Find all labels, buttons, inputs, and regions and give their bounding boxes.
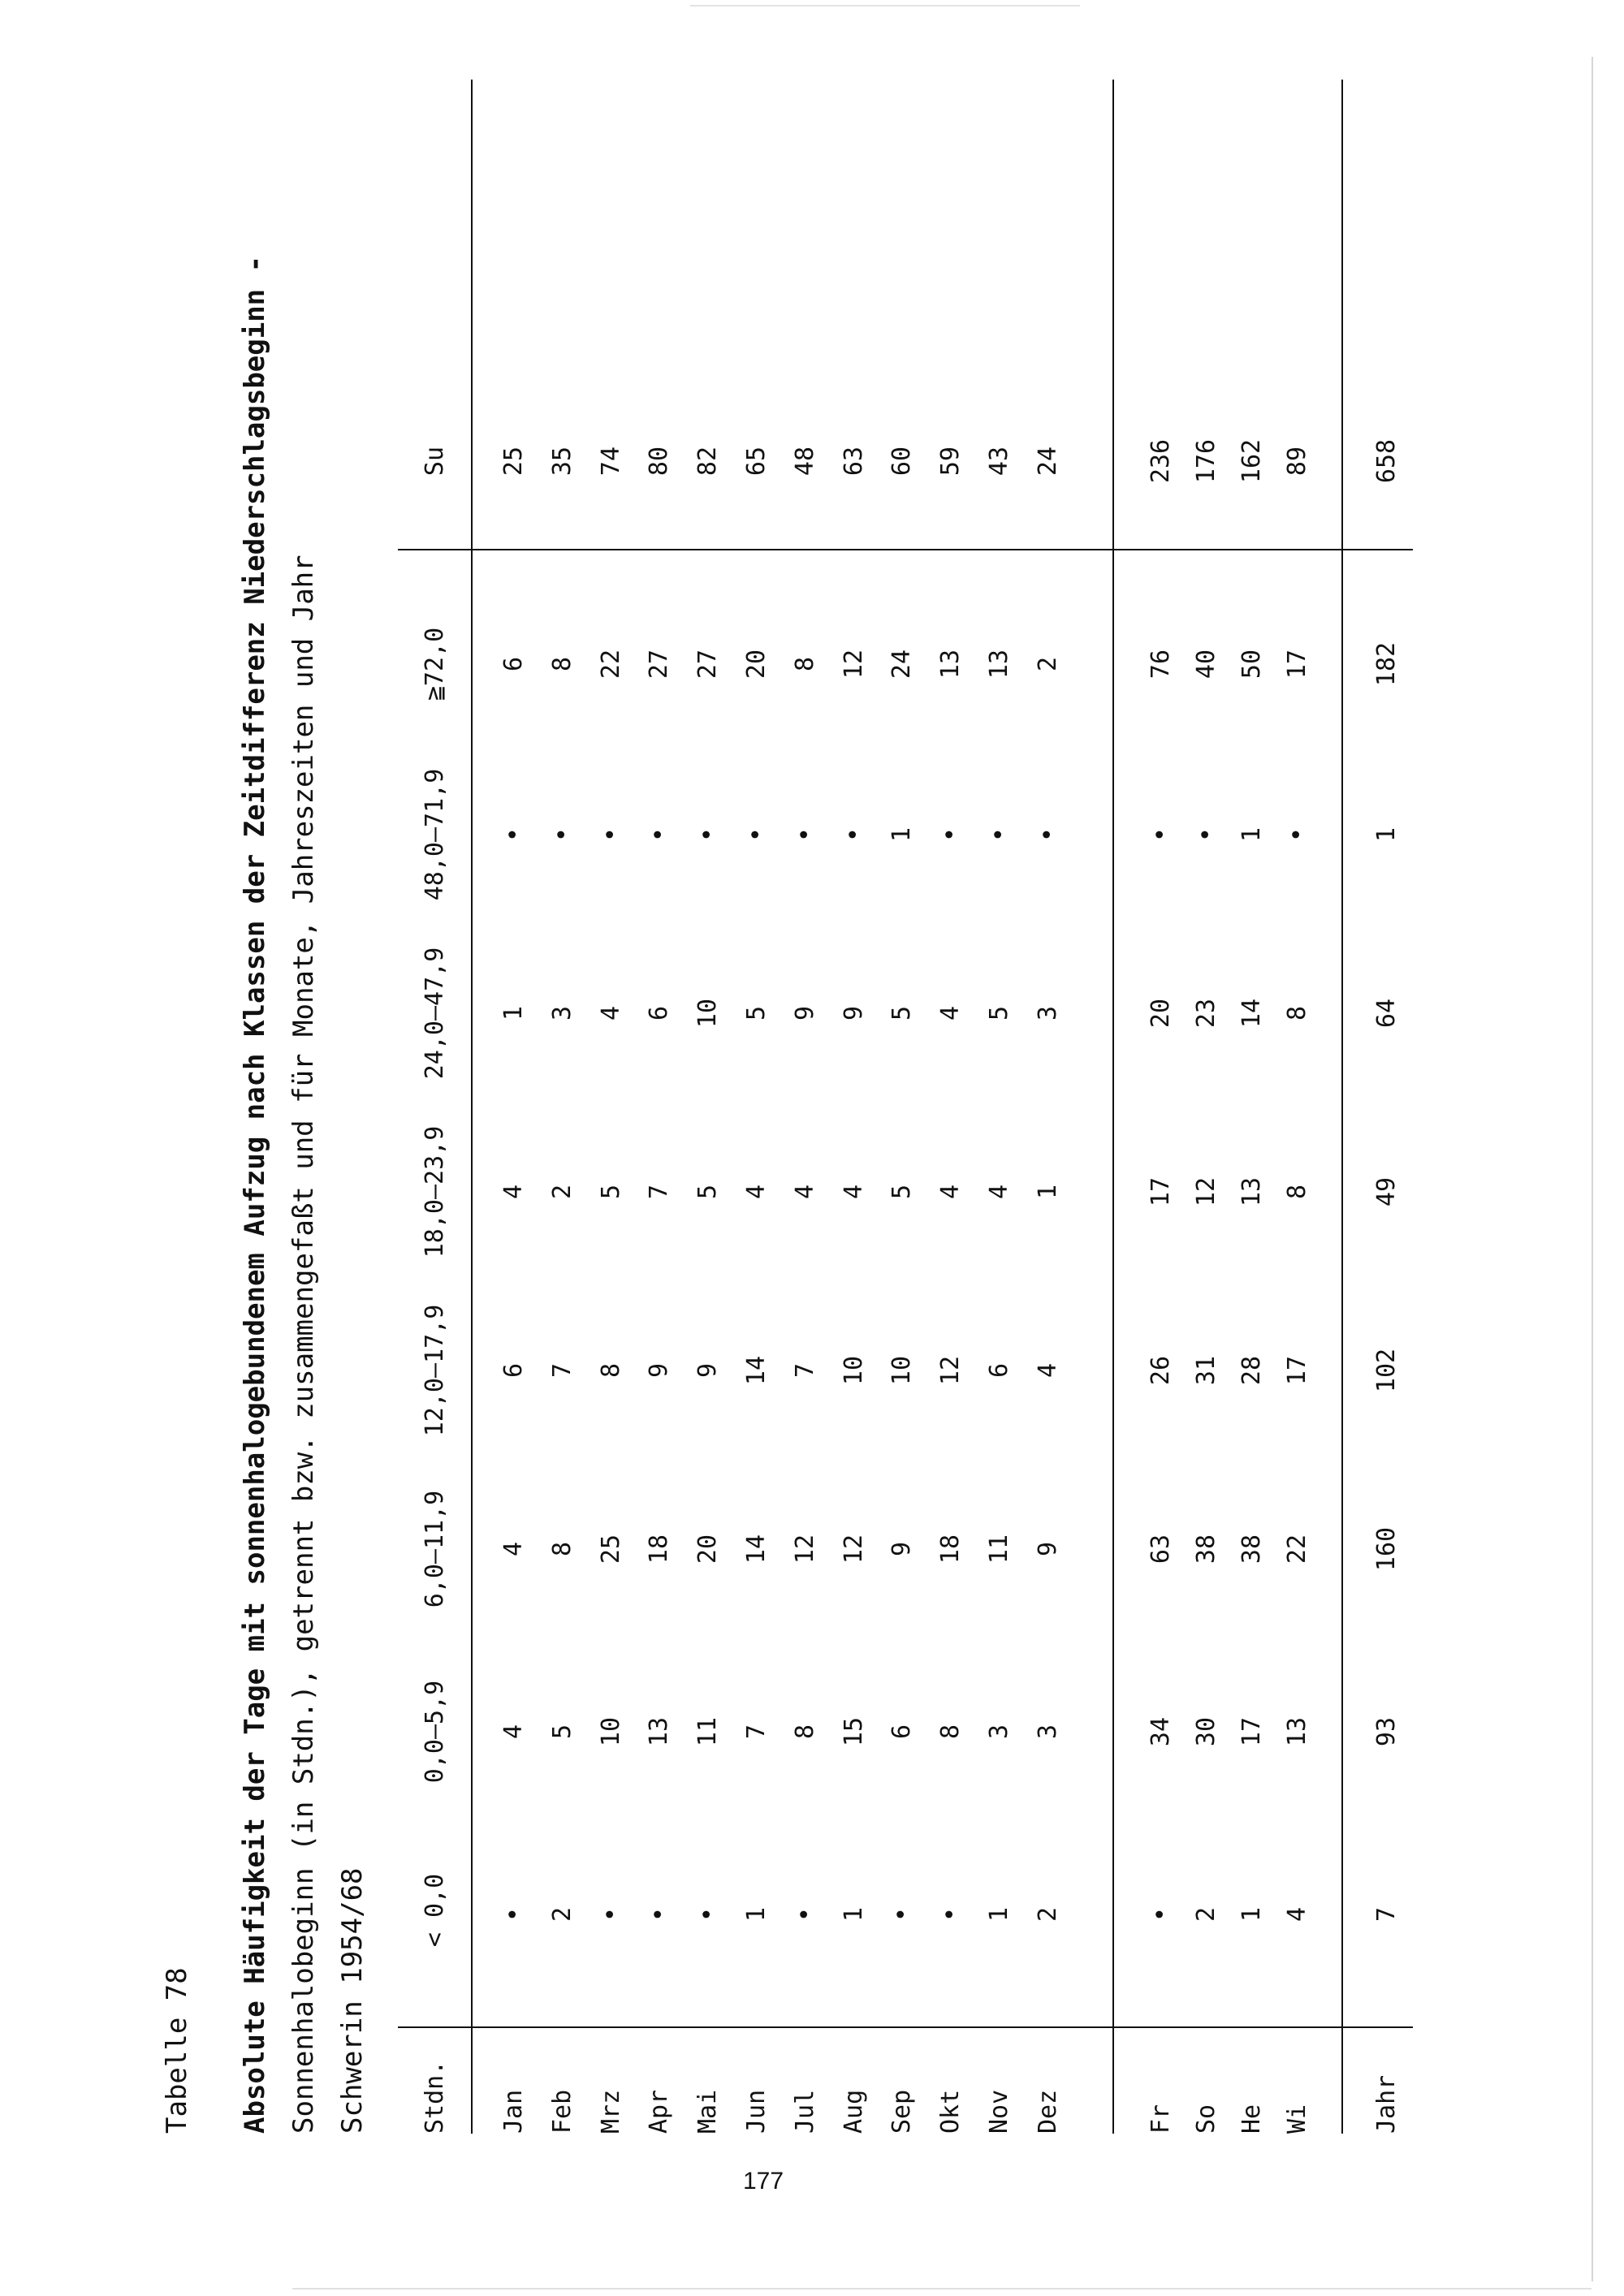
month-row-cell: 5 [888,1184,917,1200]
month-row-cell: 1 [888,826,917,843]
month-row-cell: 7 [790,1362,819,1379]
season-row-cell: 63 [1147,1534,1175,1564]
year-row-cell: 7 [1372,1906,1401,1923]
month-row-cell: 60 [888,446,917,477]
month-row-cell: 13 [985,649,1013,680]
month-row-cell: • [888,1906,917,1923]
season-row-cell: • [1283,826,1311,843]
header-ge-72: ≧72,0 [421,627,449,701]
month-row-cell: 1 [985,1906,1013,1923]
month-row-cell: 2 [547,1906,577,1923]
header-12-17: 12,0–17,9 [421,1304,449,1437]
month-row-cell: 7 [547,1362,577,1379]
month-row-cell: 20 [693,1534,723,1564]
season-row-cell: • [1192,826,1220,843]
month-row-cell: 4 [985,1184,1013,1200]
month-row-cell: 9 [645,1362,674,1379]
month-row-cell: 14 [742,1534,771,1564]
month-row-cell: 4 [742,1184,771,1200]
month-row-cell: 12 [790,1534,819,1564]
season-row-cell: 14 [1237,998,1266,1029]
month-row-cell: • [547,826,577,843]
page-number: 177 [743,2168,784,2195]
month-row-cell: 82 [693,446,723,477]
month-row-cell: • [693,1906,723,1923]
month-row-cell: • [936,1906,965,1923]
month-row-cell: 1 [742,1906,771,1923]
season-row-cell: 17 [1147,1176,1175,1207]
month-row-label: Sep [888,2089,917,2134]
month-row-cell: 5 [888,1005,917,1021]
month-row-cell: 22 [596,649,625,680]
month-row-cell: • [645,1906,674,1923]
season-row-cell: 17 [1283,1355,1311,1386]
season-row-cell: 34 [1147,1716,1175,1747]
month-row-cell: 7 [742,1724,771,1740]
month-row-cell: • [790,1906,819,1923]
season-row-cell: 8 [1283,1184,1311,1200]
season-row-cell: 4 [1283,1906,1311,1923]
header-lt-0: < 0,0 [421,1873,449,1948]
season-row-label: He [1237,2104,1266,2134]
header-su: Su [421,446,449,477]
season-row-cell: 13 [1237,1176,1266,1207]
caption-line-2: Sonnenhalobeginn (in Stdn.), getrennt bzw. zusammengefaßt und für Monate, Jahreszeiten und Jahr [287,555,320,2134]
month-row-cell: 5 [985,1005,1013,1021]
season-row-cell: 17 [1237,1716,1266,1747]
month-row-cell: 6 [645,1005,674,1021]
month-row-cell: 4 [1033,1362,1062,1379]
month-row-cell: • [645,826,674,843]
month-row-cell: 2 [547,1184,577,1200]
season-row-cell: 12 [1192,1176,1220,1207]
month-row-cell: 12 [936,1355,965,1386]
month-row-label: Jul [790,2089,819,2134]
season-row-cell: 38 [1237,1534,1266,1564]
month-row-cell: 3 [547,1005,577,1021]
year-row-cell: 1 [1372,826,1401,843]
month-row-cell: 4 [499,1184,528,1200]
month-row-cell: • [596,1906,625,1923]
month-row-cell: 24 [1033,446,1062,477]
caption-line-1: Absolute Häufigkeit der Tage mit sonnenhalogebundenem Aufzug nach Klassen der Zeitdifferenz Niederschlagsbeginn - [239,255,271,2134]
header-18-23: 18,0–23,9 [421,1125,449,1258]
season-row-cell: 23 [1192,998,1220,1029]
month-row-cell: 3 [985,1724,1013,1740]
season-row-cell: 76 [1147,649,1175,680]
month-row-cell: 10 [888,1355,917,1386]
month-row-cell: 8 [547,656,577,672]
season-row-cell: 38 [1192,1534,1220,1564]
season-row-cell: 31 [1192,1355,1220,1386]
month-row-label: Apr [645,2089,674,2134]
month-row-cell: 14 [742,1355,771,1386]
month-row-cell: • [936,826,965,843]
month-row-cell: 2 [1033,1906,1062,1923]
header-24-47: 24,0–47,9 [421,947,449,1080]
month-row-cell: 2 [1033,656,1062,672]
month-row-cell: 6 [985,1362,1013,1379]
season-row-cell: 176 [1192,438,1220,484]
su-column-rule [398,549,1413,550]
month-row-label: Mrz [596,2089,625,2134]
month-row-label: Nov [985,2089,1013,2134]
month-row-cell: 20 [742,649,771,680]
month-row-cell: 35 [547,446,577,477]
month-row-cell: 3 [1033,1724,1062,1740]
month-row-cell: 8 [790,1724,819,1740]
season-row-cell: 26 [1147,1355,1175,1386]
year-row-cell: 160 [1372,1526,1401,1572]
month-row-label: Jan [499,2089,528,2134]
season-row-cell: 2 [1192,1906,1220,1923]
year-row-cell: 93 [1372,1716,1401,1747]
header-6-11: 6,0–11,9 [421,1490,449,1608]
month-row-cell: 1 [1033,1184,1062,1200]
header-stdn: Stdn. [421,2060,449,2134]
month-row-cell: 5 [596,1184,625,1200]
season-row-cell: 1 [1237,1906,1266,1923]
month-row-cell: 5 [693,1184,723,1200]
table-number: Tabelle 78 [161,1967,193,2134]
season-row-cell: 236 [1147,438,1175,484]
month-row-cell: • [742,826,771,843]
month-row-cell: 4 [839,1184,868,1200]
month-row-cell: 27 [693,649,723,680]
month-row-cell: 13 [936,649,965,680]
month-row-label: Mai [693,2089,723,2134]
month-row-cell: 18 [936,1534,965,1564]
season-row-cell: 40 [1192,649,1220,680]
season-row-cell: 13 [1283,1716,1311,1747]
header-48-71: 48,0–71,9 [421,768,449,901]
month-row-cell: 63 [839,446,868,477]
month-row-cell: 4 [936,1184,965,1200]
month-row-label: Feb [547,2089,577,2134]
month-row-cell: 3 [1033,1005,1062,1021]
month-row-cell: 10 [839,1355,868,1386]
month-row-cell: 8 [936,1724,965,1740]
month-row-cell: 11 [985,1534,1013,1564]
header-0-5: 0,0–5,9 [421,1680,449,1784]
year-row-cell: 102 [1372,1348,1401,1393]
month-row-cell: 4 [936,1005,965,1021]
month-row-cell: 74 [596,446,625,477]
month-row-cell: 6 [888,1724,917,1740]
season-row-cell: 22 [1283,1534,1311,1564]
month-row-label: Aug [839,2089,868,2134]
month-row-label: Okt [936,2089,965,2134]
month-row-cell: 18 [645,1534,674,1564]
season-row-cell: 162 [1237,438,1266,484]
month-row-cell: • [596,826,625,843]
month-row-cell: 5 [547,1724,577,1740]
month-row-cell: 25 [596,1534,625,1564]
month-row-cell: 10 [693,998,723,1029]
season-row-cell: 8 [1283,1005,1311,1021]
season-row-cell: 28 [1237,1355,1266,1386]
month-row-cell: 9 [839,1005,868,1021]
year-row-cell: 49 [1372,1176,1401,1207]
season-row-cell: • [1147,1906,1175,1923]
season-row-label: Wi [1283,2104,1311,2134]
month-row-cell: 4 [790,1184,819,1200]
month-row-label: Dez [1033,2089,1062,2134]
month-row-cell: 24 [888,649,917,680]
season-year-rule [1341,80,1343,2134]
month-row-cell: 8 [547,1541,577,1557]
month-row-cell: 1 [499,1005,528,1021]
month-row-cell: 43 [985,446,1013,477]
month-season-rule [1112,80,1114,2134]
month-row-cell: 6 [499,656,528,672]
month-row-cell: • [790,826,819,843]
month-row-cell: 10 [596,1716,625,1747]
month-row-cell: 9 [790,1005,819,1021]
month-row-cell: 9 [888,1541,917,1557]
month-row-cell: 8 [596,1362,625,1379]
month-row-cell: 8 [790,656,819,672]
month-row-cell: 4 [499,1541,528,1557]
year-row-cell: 658 [1372,438,1401,484]
month-row-cell: 13 [645,1716,674,1747]
month-row-cell: 9 [693,1362,723,1379]
year-row-cell: 64 [1372,998,1401,1029]
stdn-column-rule [398,2026,1413,2028]
season-row-cell: 20 [1147,998,1175,1029]
season-row-cell: • [1147,826,1175,843]
month-row-cell: 80 [645,446,674,477]
month-row-cell: 4 [499,1724,528,1740]
month-row-label: Jun [742,2089,771,2134]
header-rule [471,80,473,2134]
month-row-cell: 1 [839,1906,868,1923]
month-row-cell: 15 [839,1716,868,1747]
month-row-cell: 65 [742,446,771,477]
year-row-label: Jahr [1372,2074,1401,2134]
month-row-cell: • [499,826,528,843]
month-row-cell: 25 [499,446,528,477]
month-row-cell: 48 [790,446,819,477]
month-row-cell: 12 [839,649,868,680]
season-row-cell: 30 [1192,1716,1220,1747]
season-row-cell: 1 [1237,826,1266,843]
season-row-cell: 89 [1283,446,1311,477]
month-row-cell: 27 [645,649,674,680]
month-row-cell: 4 [596,1005,625,1021]
month-row-cell: 7 [645,1184,674,1200]
season-row-label: So [1192,2104,1220,2134]
season-row-cell: 50 [1237,649,1266,680]
year-row-cell: 182 [1372,641,1401,687]
month-row-cell: 5 [742,1005,771,1021]
month-row-cell: 59 [936,446,965,477]
month-row-cell: • [693,826,723,843]
month-row-cell: • [839,826,868,843]
month-row-cell: • [499,1906,528,1923]
season-row-cell: 17 [1283,649,1311,680]
month-row-cell: 6 [499,1362,528,1379]
caption-line-3: Schwerin 1954/68 [336,1867,369,2134]
season-row-label: Fr [1147,2104,1175,2134]
month-row-cell: 11 [693,1716,723,1747]
month-row-cell: • [985,826,1013,843]
month-row-cell: • [1033,826,1062,843]
month-row-cell: 12 [839,1534,868,1564]
month-row-cell: 9 [1033,1541,1062,1557]
